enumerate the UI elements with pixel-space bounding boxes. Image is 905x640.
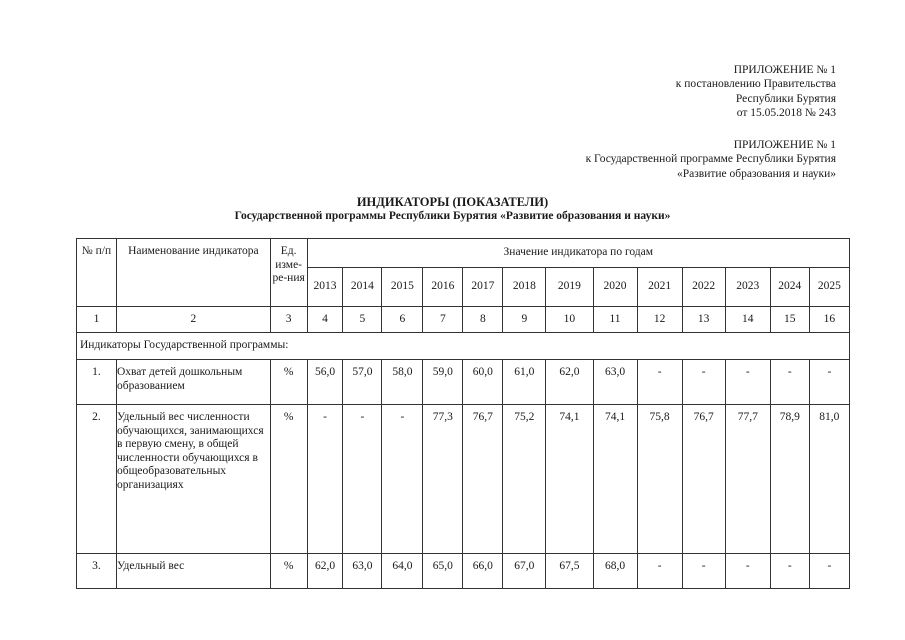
header-year-2018: 2018 <box>503 268 546 307</box>
header-indicator-name: Наименование индикатора <box>116 239 270 307</box>
indicator-value-2022: 76,7 <box>682 405 725 554</box>
indicator-name: Удельный вес <box>116 554 270 589</box>
header-year-2023: 2023 <box>725 268 770 307</box>
indicator-value-2024: - <box>770 360 809 405</box>
indicator-value-2018: 67,0 <box>503 554 546 589</box>
section-title: Индикаторы Государственной программы: <box>77 333 850 360</box>
column-number-cell: 12 <box>637 307 682 333</box>
document-title: ИНДИКАТОРЫ (ПОКАЗАТЕЛИ) <box>356 195 549 209</box>
indicator-value-2019: 62,0 <box>546 360 593 405</box>
column-number-cell: 9 <box>503 307 546 333</box>
indicator-value-2025: 81,0 <box>809 405 849 554</box>
appendix-program-line: к Государственной программе Республики Бурятия <box>585 153 836 166</box>
header-year-2014: 2014 <box>343 268 382 307</box>
indicator-value-2016: 65,0 <box>423 554 463 589</box>
row-number: 1. <box>77 360 117 405</box>
indicator-unit: % <box>270 554 307 589</box>
indicator-value-2024: 78,9 <box>770 405 809 554</box>
column-number-cell: 3 <box>270 307 307 333</box>
column-number-cell: 4 <box>307 307 343 333</box>
column-number-cell: 2 <box>116 307 270 333</box>
row-number: 2. <box>77 405 117 554</box>
table-row <box>77 360 850 405</box>
appendix-decree-line: Республики Бурятия <box>735 92 836 105</box>
section-row <box>77 333 850 360</box>
indicator-value-2020: 74,1 <box>593 405 637 554</box>
indicator-value-2013: 56,0 <box>307 360 343 405</box>
header-year-2019: 2019 <box>546 268 593 307</box>
appendix-decree-reference <box>676 63 836 121</box>
header-year-2021: 2021 <box>637 268 682 307</box>
indicator-value-2017: 60,0 <box>463 360 503 405</box>
indicator-value-2025: - <box>809 554 849 589</box>
indicators-table <box>76 238 850 589</box>
indicator-unit: % <box>270 360 307 405</box>
indicator-value-2017: 66,0 <box>463 554 503 589</box>
column-number-cell: 15 <box>770 307 809 333</box>
column-number-cell: 6 <box>382 307 423 333</box>
indicator-value-2013: - <box>307 405 343 554</box>
indicator-value-2014: - <box>343 405 382 554</box>
indicator-value-2019: 67,5 <box>546 554 593 589</box>
indicator-value-2020: 63,0 <box>593 360 637 405</box>
column-number-cell: 10 <box>546 307 593 333</box>
indicator-value-2022: - <box>682 554 725 589</box>
indicator-value-2023: - <box>725 360 770 405</box>
column-number-cell: 13 <box>682 307 725 333</box>
header-year-2024: 2024 <box>770 268 809 307</box>
indicator-unit: % <box>270 405 307 554</box>
indicator-value-2014: 57,0 <box>343 360 382 405</box>
column-number-cell: 14 <box>725 307 770 333</box>
appendix-decree-line: ПРИЛОЖЕНИЕ № 1 <box>733 64 836 76</box>
header-year-2013: 2013 <box>307 268 343 307</box>
header-unit: Ед. изме-ре-ния <box>270 239 307 307</box>
indicator-value-2014: 63,0 <box>343 554 382 589</box>
header-year-2025: 2025 <box>809 268 849 307</box>
appendix-program-line: «Развитие образования и науки» <box>676 167 836 180</box>
column-number-cell: 11 <box>593 307 637 333</box>
column-number-cell: 7 <box>423 307 463 333</box>
indicator-name: Удельный вес численности обучающихся, занимающихся в первую смену, в общей численности обучающихся в общеобразовательных организациях <box>116 405 270 554</box>
column-number-cell: 8 <box>463 307 503 333</box>
indicator-value-2016: 77,3 <box>423 405 463 554</box>
indicator-value-2015: 64,0 <box>382 554 423 589</box>
column-numbers-row <box>77 307 850 333</box>
indicator-value-2018: 61,0 <box>503 360 546 405</box>
indicator-value-2020: 68,0 <box>593 554 637 589</box>
header-number: № п/п <box>77 239 117 307</box>
appendix-decree-line: от 15.05.2018 № 243 <box>736 107 836 120</box>
indicator-value-2016: 59,0 <box>423 360 463 405</box>
indicator-value-2019: 74,1 <box>546 405 593 554</box>
indicator-value-2015: 58,0 <box>382 360 423 405</box>
header-year-2017: 2017 <box>463 268 503 307</box>
indicator-value-2023: 77,7 <box>725 405 770 554</box>
header-year-2022: 2022 <box>682 268 725 307</box>
indicator-value-2021: 75,8 <box>637 405 682 554</box>
header-year-2016: 2016 <box>423 268 463 307</box>
header-year-2015: 2015 <box>382 268 423 307</box>
indicator-name: Охват детей дошкольным образованием <box>116 360 270 405</box>
indicator-value-2021: - <box>637 554 682 589</box>
column-number-cell: 16 <box>809 307 849 333</box>
indicator-value-2023: - <box>725 554 770 589</box>
indicators-table-body <box>77 307 850 589</box>
indicator-value-2025: - <box>809 360 849 405</box>
indicator-value-2021: - <box>637 360 682 405</box>
indicator-value-2018: 75,2 <box>503 405 546 554</box>
appendix-decree-line: к постановлению Правительства <box>675 78 836 91</box>
indicator-value-2015: - <box>382 405 423 554</box>
appendix-program-reference <box>586 138 836 181</box>
header-values-by-year: Значение индикатора по годам <box>307 239 849 268</box>
column-number-cell: 5 <box>343 307 382 333</box>
table-row <box>77 405 850 554</box>
row-number: 3. <box>77 554 117 589</box>
column-number-cell: 1 <box>77 307 117 333</box>
appendix-program-line: ПРИЛОЖЕНИЕ № 1 <box>733 139 836 151</box>
table-row <box>77 554 850 589</box>
indicator-value-2013: 62,0 <box>307 554 343 589</box>
indicator-value-2022: - <box>682 360 725 405</box>
header-year-2020: 2020 <box>593 268 637 307</box>
document-subtitle: Государственной программы Республики Бурятия «Развитие образования и науки» <box>234 210 671 222</box>
indicator-value-2024: - <box>770 554 809 589</box>
indicator-value-2017: 76,7 <box>463 405 503 554</box>
